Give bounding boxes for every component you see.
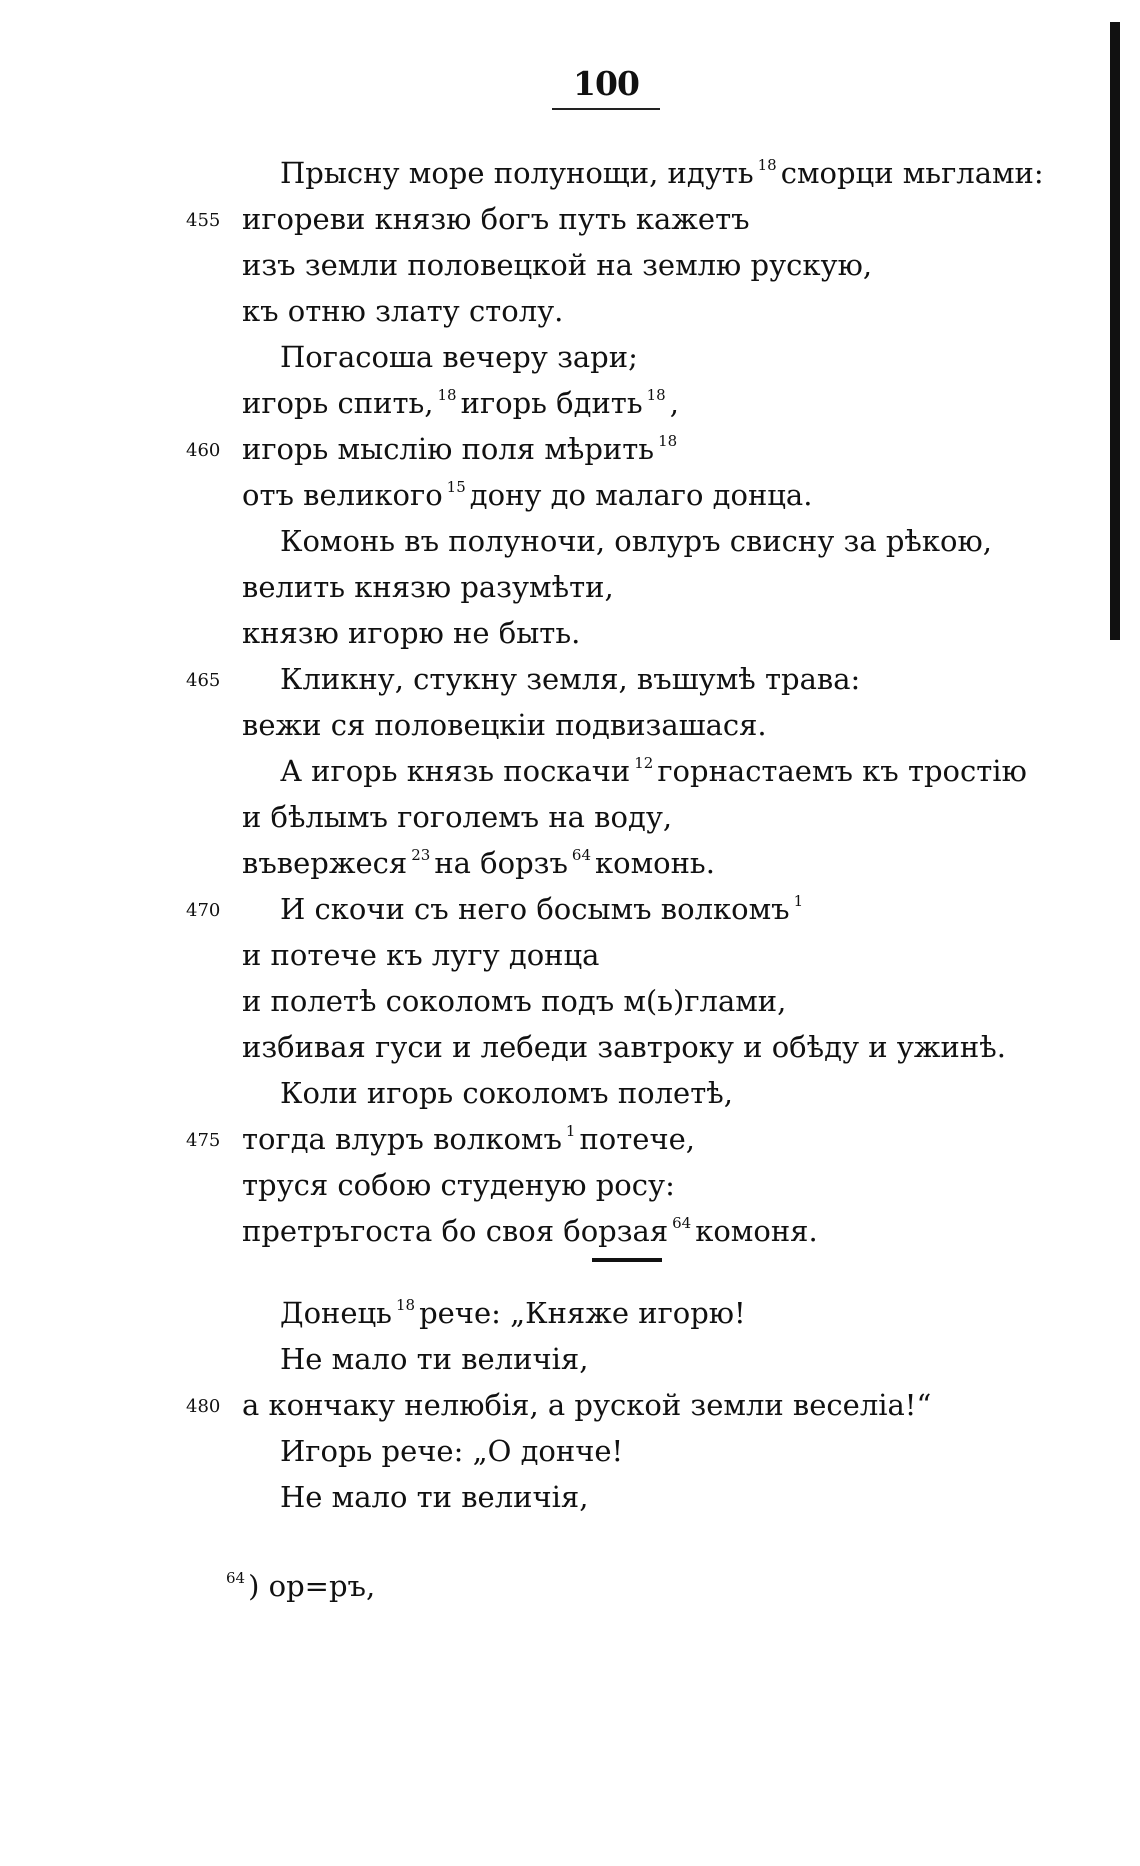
verse-text: Кликну, стукну земля, въшумѣ трава:: [280, 662, 861, 696]
reference-marker: 23: [411, 846, 431, 864]
verse-text: И скочи съ него босымъ волкомъ: [280, 892, 790, 926]
verse-line: [280, 1336, 588, 1382]
verse-text: Коли игорь соколомъ полетѣ,: [280, 1076, 733, 1110]
verse-text: горнастаемъ къ тростію: [657, 754, 1027, 788]
verse-text: комоня.: [695, 1214, 818, 1248]
verse-line: [280, 1428, 623, 1474]
verse-text: Не мало ти величія,: [280, 1480, 589, 1514]
reference-marker: 18: [658, 432, 678, 450]
reference-marker: 1: [793, 892, 804, 910]
footnote-marker: 64: [226, 1569, 246, 1587]
verse-text: игореви князю богъ путь кажетъ: [242, 202, 750, 236]
verse-line: [242, 472, 812, 518]
verse-text: вежи ся половецкіи подвизашася.: [242, 708, 767, 742]
verse-text: отъ великого: [242, 478, 443, 512]
verse-line: [280, 334, 638, 380]
verse-line: [242, 1024, 1006, 1070]
verse-text: князю игорю не быть.: [242, 616, 581, 650]
line-number: 475: [186, 1130, 221, 1151]
verse-text: претръгоста бо своя борзая: [242, 1214, 669, 1248]
verse-text: труся собою студеную росу:: [242, 1168, 675, 1202]
verse-line: [242, 1208, 818, 1254]
verse-text: къ отню злату столу.: [242, 294, 564, 328]
reference-marker: 18: [437, 386, 457, 404]
reference-marker: 1: [565, 1122, 576, 1140]
verse-text: игорь бдить: [460, 386, 643, 420]
verse-text: игорь мыслію поля мѣрить: [242, 432, 655, 466]
reference-marker: 18: [646, 386, 666, 404]
section-divider: [592, 1258, 662, 1262]
verse-line: [242, 932, 599, 978]
line-number: 470: [186, 900, 221, 921]
verse-text: Комонь въ полуночи, овлуръ свисну за рѣкою,: [280, 524, 992, 558]
verse-line: [280, 1070, 733, 1116]
verse-line: [280, 1474, 588, 1520]
reference-marker: 18: [395, 1296, 416, 1314]
verse-text: на борзъ: [434, 846, 568, 880]
reference-marker: 12: [634, 754, 654, 772]
verse-text: игорь спить,: [242, 386, 434, 420]
verse-line: [242, 196, 750, 242]
verse-line: [242, 426, 681, 472]
verse-line: [242, 840, 715, 886]
verse-line: [242, 242, 872, 288]
verse-text: комонь.: [595, 846, 715, 880]
verse-text: избивая гуси и лебеди завтроку и обѣду и ужинѣ.: [242, 1030, 1006, 1064]
footnote: [226, 1564, 375, 1608]
verse-line: [242, 564, 614, 610]
verse-line: [280, 518, 992, 564]
verse-line: [242, 610, 580, 656]
verse-text: Прысну море полунощи, идуть: [280, 156, 754, 190]
verse-text: А игорь князь поскачи: [280, 754, 631, 788]
verse-line: [242, 380, 679, 426]
verse-line: [242, 1382, 931, 1428]
verse-line: [280, 748, 1027, 794]
verse-line: [242, 978, 786, 1024]
line-number: 460: [186, 440, 221, 461]
reference-marker: 64: [571, 846, 591, 864]
verse-text: и потече къ лугу донца: [242, 938, 600, 972]
verse-line: [242, 1116, 695, 1162]
verse-text: изъ земли половецкой на землю рускую,: [242, 248, 873, 282]
verse-line: [242, 702, 767, 748]
line-number: 455: [186, 210, 221, 231]
verse-line: [242, 1162, 675, 1208]
verse-text: и бѣлымъ гоголемъ на воду,: [242, 800, 673, 834]
reference-marker: 15: [446, 478, 466, 496]
page-number: 100: [573, 64, 639, 103]
reference-marker: 18: [757, 156, 777, 174]
verse-line: [280, 656, 860, 702]
verse-text: и полетѣ соколомъ подъ м(ь)глами,: [242, 984, 787, 1018]
verse-text: рече: „Княже игорю!: [419, 1296, 746, 1330]
reference-marker: 64: [672, 1214, 692, 1232]
verse-text: дону до малаго донца.: [469, 478, 813, 512]
footnote-text: ) ор=ръ,: [248, 1569, 376, 1603]
verse-text: сморци мьглами:: [780, 156, 1044, 190]
verse-line: [280, 886, 807, 932]
verse-text: велить князю разумѣти,: [242, 570, 614, 604]
verse-line: [280, 1290, 746, 1336]
verse-text: Игорь рече: „О донче!: [280, 1434, 624, 1468]
line-number: 465: [186, 670, 221, 691]
verse-text: тогда влуръ волкомъ: [242, 1122, 562, 1156]
verse-line: [242, 288, 563, 334]
verse-line: [280, 150, 1044, 196]
verse-text: а кончаку нелюбія, а руской земли веселіа!“: [242, 1388, 932, 1422]
line-number: 480: [186, 1396, 221, 1417]
verse-text: въвержеся: [242, 846, 408, 880]
verse-text: Погасоша вечеру зари;: [280, 340, 638, 374]
verse-text: ,: [669, 386, 679, 420]
verse-text: Донець: [280, 1296, 392, 1330]
verse-line: [242, 794, 672, 840]
verse-text: потече,: [579, 1122, 695, 1156]
verse-text: Не мало ти величія,: [280, 1342, 589, 1376]
